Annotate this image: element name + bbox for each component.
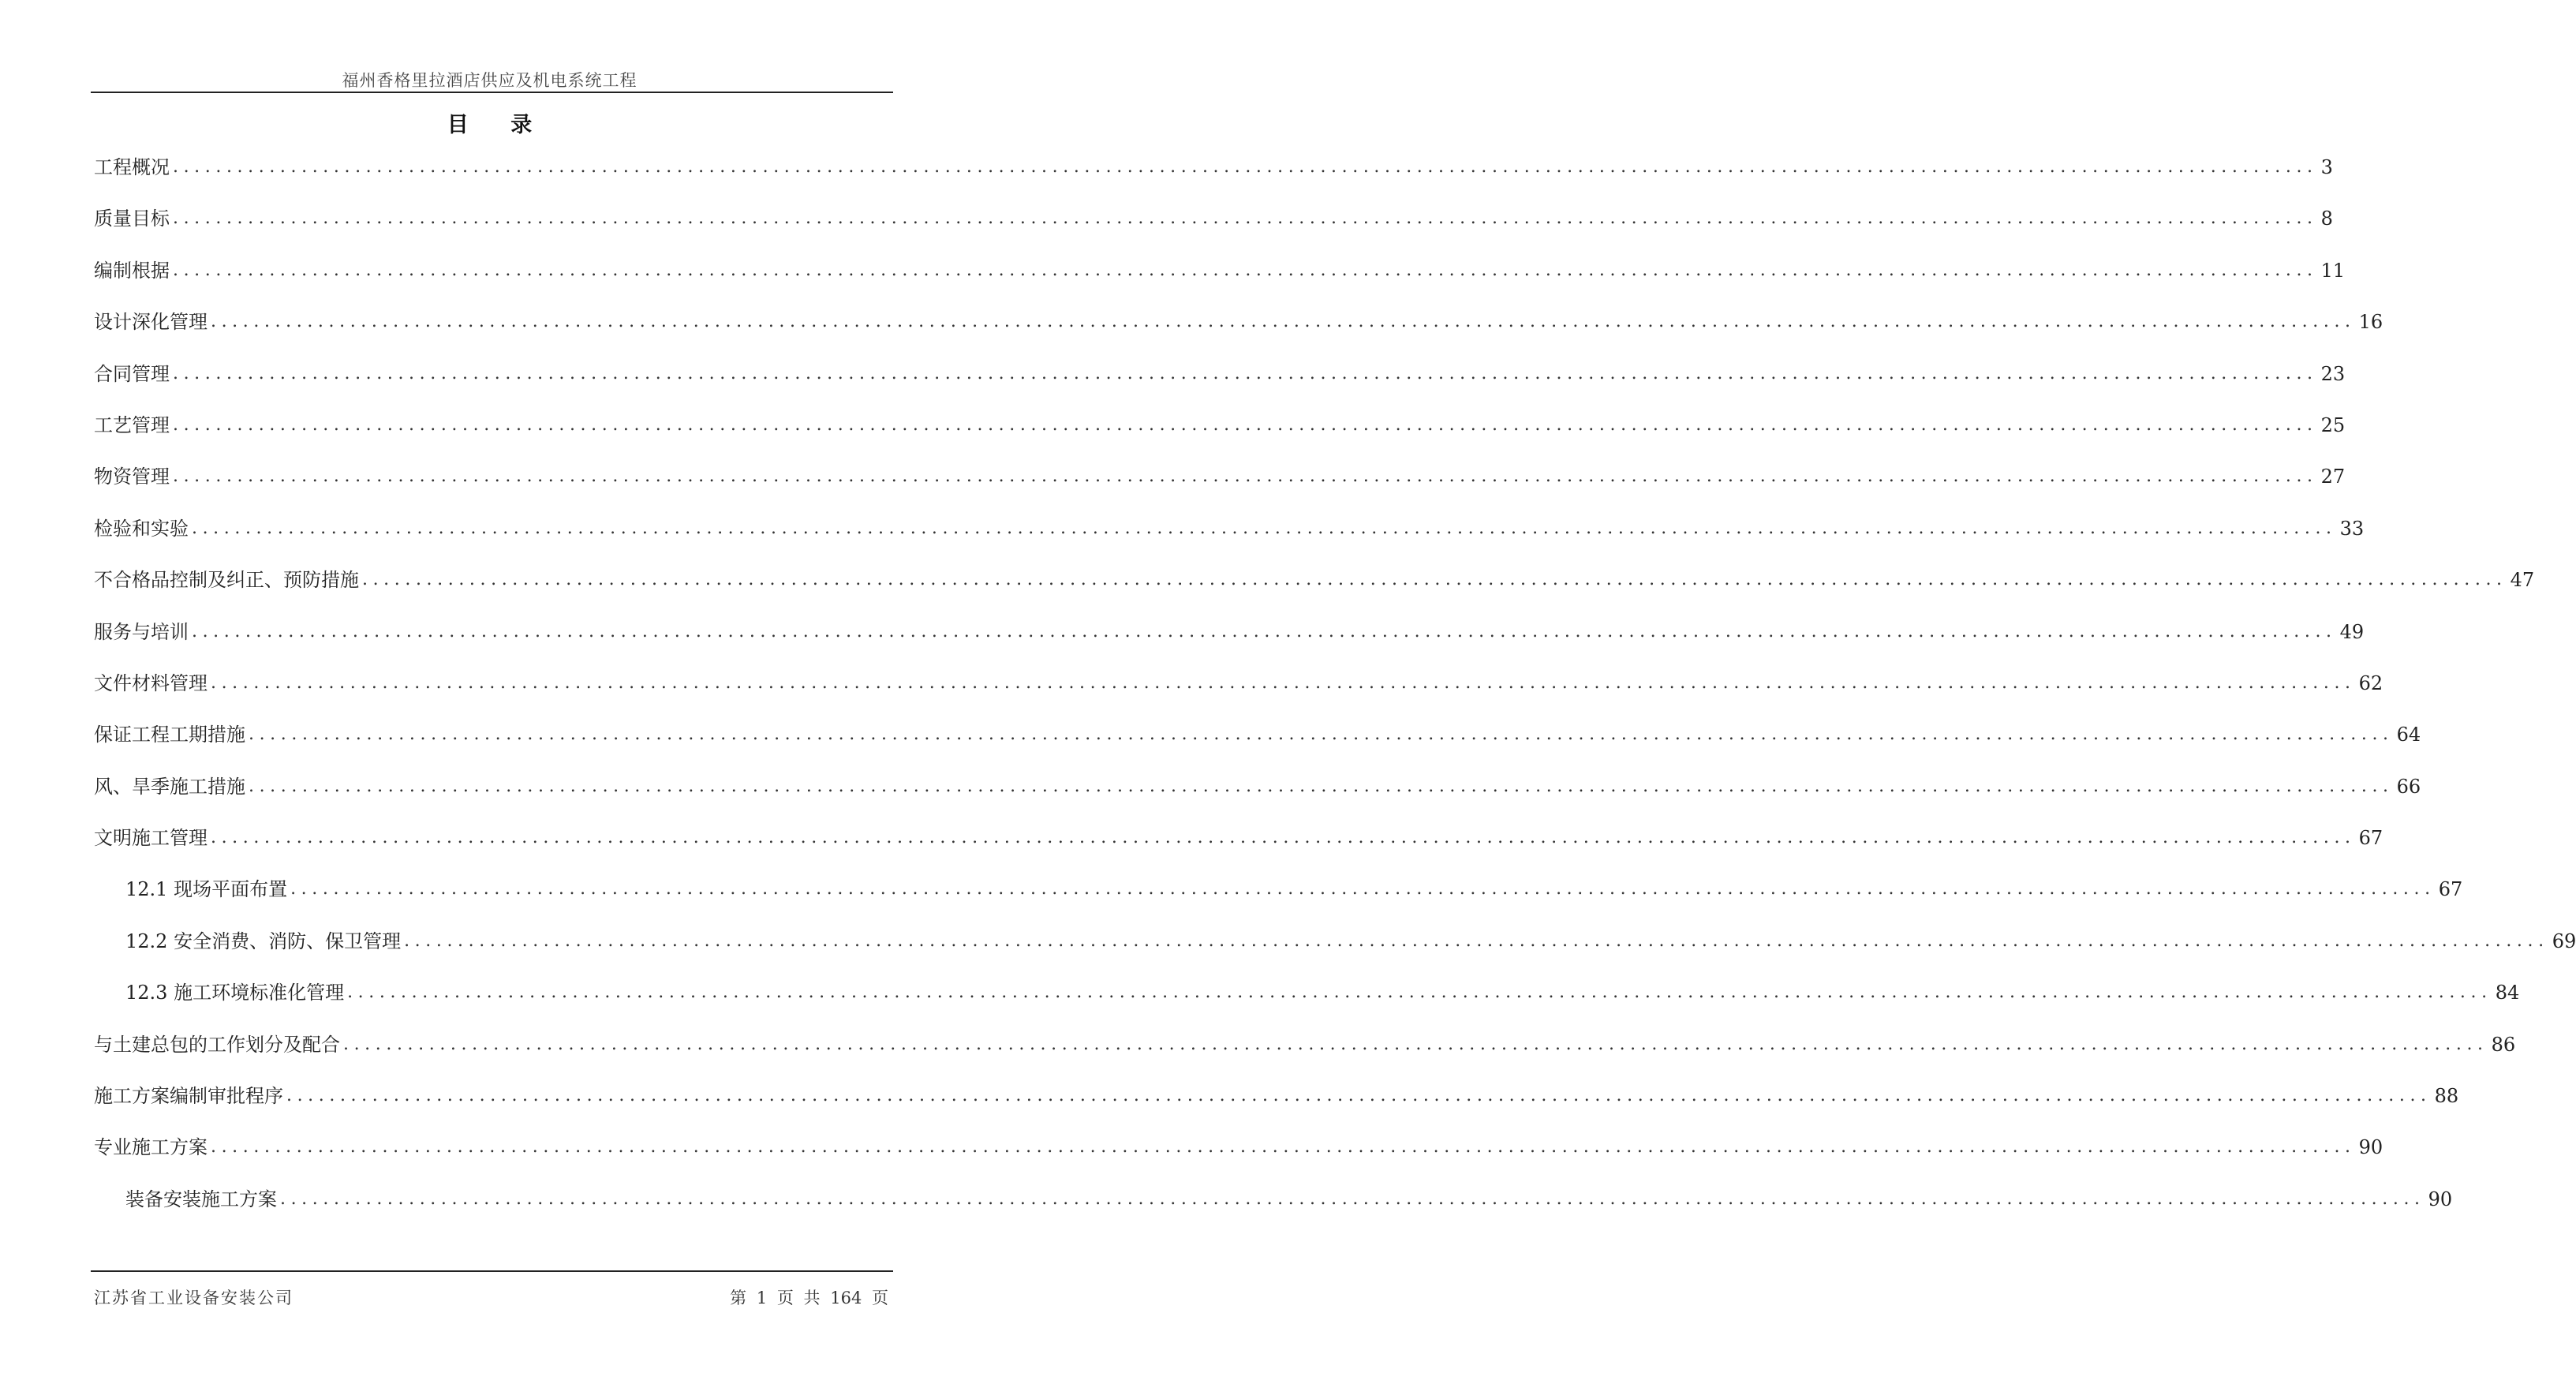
toc-entry-label: 不合格品控制及纠正、预防措施 [94, 569, 359, 592]
toc-dot-leader: ........................................................................................................................................................................................................ [347, 982, 2492, 1003]
toc-dot-leader: ........................................................................................................................................................................................................ [173, 363, 2318, 383]
toc-entry-page-number: 67 [2438, 878, 2463, 901]
toc-entry-label: 装备安装施工方案 [125, 1188, 277, 1210]
toc-entry-label: 设计深化管理 [94, 311, 208, 334]
toc-dot-leader: ........................................................................................................................................................................................................ [343, 1034, 2488, 1054]
toc-entry[interactable] [94, 513, 2365, 564]
footer-page-info: 第 1 页 共 164 页 [730, 1289, 888, 1307]
toc-entry-label: 工艺管理 [94, 413, 170, 436]
toc-dot-leader: ........................................................................................................................................................................................................ [286, 1086, 2432, 1106]
toc-entry-page-number: 67 [2358, 827, 2383, 850]
toc-entry-page-number: 64 [2396, 724, 2421, 746]
toc-entry[interactable] [94, 719, 2421, 770]
toc-dot-leader: ........................................................................................................................................................................................................ [249, 724, 2394, 745]
toc-entry-label: 合同管理 [94, 362, 170, 385]
toc-dot-leader: ........................................................................................................................................................................................................ [404, 930, 2549, 951]
toc-dot-leader: ........................................................................................................................................................................................................ [192, 518, 2337, 538]
toc-dot-leader: ........................................................................................................................................................................................................ [362, 570, 2507, 590]
toc-entry[interactable] [94, 306, 2383, 357]
toc-dot-leader: ........................................................................................................................................................................................................ [211, 1137, 2356, 1158]
toc-entry[interactable] [94, 1132, 2383, 1183]
toc-dot-leader: ........................................................................................................................................................................................................ [173, 466, 2318, 487]
toc-entry-page-number: 62 [2358, 671, 2383, 694]
toc-entry[interactable] [94, 822, 2383, 873]
toc-dot-leader: ........................................................................................................................................................................................................ [290, 879, 2436, 900]
toc-entry-page-number: 90 [2358, 1136, 2383, 1159]
toc-entry[interactable] [94, 616, 2365, 668]
toc-entry-page-number: 66 [2396, 775, 2421, 798]
toc-entry[interactable] [94, 255, 2346, 306]
toc-entry[interactable] [94, 1029, 2516, 1080]
toc-dot-leader: ........................................................................................................................................................................................................ [249, 776, 2394, 796]
toc-entry[interactable] [94, 151, 2333, 203]
toc-dot-leader: ........................................................................................................................................................................................................ [192, 621, 2337, 642]
toc-entry-label: 质量目标 [94, 208, 170, 230]
toc-dot-leader: ........................................................................................................................................................................................................ [173, 414, 2318, 435]
toc-dot-leader: ........................................................................................................................................................................................................ [211, 312, 2356, 332]
table-of-contents [94, 151, 2576, 1235]
toc-dot-leader: ........................................................................................................................................................................................................ [211, 828, 2356, 848]
toc-entry[interactable] [94, 410, 2346, 461]
toc-entry-page-number: 23 [2320, 362, 2346, 385]
toc-entry[interactable] [94, 977, 2520, 1028]
toc-entry-label: 文明施工管理 [94, 827, 208, 850]
toc-entry-page-number: 3 [2320, 156, 2333, 178]
toc-entry[interactable] [94, 461, 2346, 512]
toc-entry[interactable] [94, 564, 2535, 615]
toc-entry-label: 12.1 现场平面布置 [125, 878, 288, 901]
toc-entry[interactable] [94, 771, 2421, 822]
toc-entry-label: 编制根据 [94, 259, 170, 282]
toc-entry[interactable] [94, 926, 2576, 977]
toc-dot-leader: ........................................................................................................................................................................................................ [173, 157, 2318, 177]
toc-entry-page-number: 16 [2358, 311, 2383, 334]
toc-dot-leader: ........................................................................................................................................................................................................ [211, 672, 2356, 693]
toc-entry-page-number: 25 [2320, 413, 2346, 436]
toc-entry-label: 文件材料管理 [94, 671, 208, 694]
toc-entry-page-number: 84 [2495, 982, 2520, 1004]
toc-entry-page-number: 49 [2339, 620, 2365, 643]
toc-entry-page-number: 90 [2428, 1188, 2453, 1210]
toc-entry-page-number: 47 [2510, 569, 2535, 592]
toc-entry-page-number: 11 [2320, 259, 2346, 282]
toc-entry-page-number: 27 [2320, 466, 2346, 488]
toc-entry[interactable] [94, 873, 2463, 925]
header-divider [91, 92, 893, 93]
toc-entry-label: 与土建总包的工作划分及配合 [94, 1033, 340, 1056]
toc-entry-label: 风、旱季施工措施 [94, 775, 245, 798]
toc-entry-page-number: 86 [2491, 1033, 2516, 1056]
toc-entry-label: 工程概况 [94, 156, 170, 178]
toc-entry[interactable] [94, 668, 2383, 719]
toc-title: 目 录 [447, 113, 550, 137]
toc-entry-label: 专业施工方案 [94, 1136, 208, 1159]
toc-entry-label: 12.2 安全消费、消防、保卫管理 [125, 930, 402, 952]
toc-entry-page-number: 69 [2552, 930, 2576, 952]
toc-entry[interactable] [94, 358, 2346, 410]
toc-entry[interactable] [94, 1184, 2453, 1235]
toc-entry-label: 12.3 施工环境标准化管理 [125, 982, 345, 1004]
toc-entry-label: 施工方案编制审批程序 [94, 1085, 283, 1108]
toc-entry-page-number: 8 [2320, 208, 2333, 230]
toc-entry-label: 保证工程工期措施 [94, 724, 245, 746]
page-header-title: 福州香格里拉酒店供应及机电系统工程 [342, 71, 637, 90]
footer-company: 江苏省工业设备安装公司 [94, 1289, 293, 1307]
toc-entry-label: 检验和实验 [94, 517, 189, 540]
toc-entry-label: 物资管理 [94, 466, 170, 488]
toc-entry-page-number: 88 [2434, 1085, 2459, 1108]
toc-entry-label: 服务与培训 [94, 620, 189, 643]
toc-entry[interactable] [94, 1080, 2459, 1132]
toc-dot-leader: ........................................................................................................................................................................................................ [173, 208, 2318, 229]
toc-dot-leader: ........................................................................................................................................................................................................ [173, 260, 2318, 280]
footer-divider [91, 1270, 893, 1272]
toc-dot-leader: ........................................................................................................................................................................................................ [280, 1188, 2425, 1209]
toc-entry-page-number: 33 [2339, 517, 2365, 540]
toc-entry[interactable] [94, 203, 2333, 254]
